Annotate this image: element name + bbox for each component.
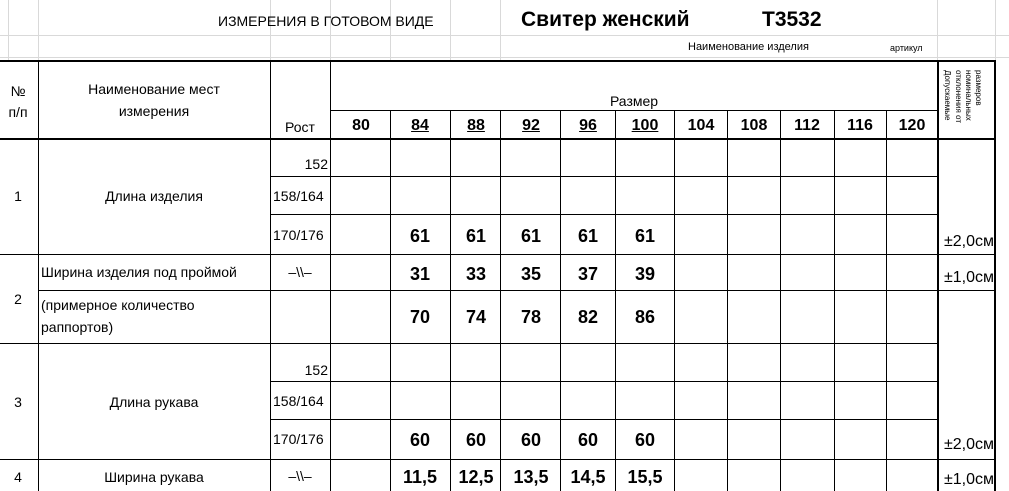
row-name-note: (примерное количество [41, 297, 195, 313]
table-line [270, 419, 938, 420]
tolerance-value: ±2,0см [944, 233, 995, 250]
table-line [38, 60, 39, 491]
grid-line [450, 0, 451, 60]
table-line [674, 110, 675, 491]
grid-line [0, 57, 1009, 58]
product-name: Свитер женский [521, 8, 690, 31]
height-value: 158/164 [273, 393, 324, 409]
table-line [560, 110, 561, 491]
measure-value: 78 [520, 307, 542, 327]
product-caption: Наименование изделия [688, 41, 809, 53]
table-line [390, 110, 391, 491]
measure-value: 60 [409, 430, 431, 450]
table-line [615, 110, 616, 491]
row-number: 2 [14, 291, 22, 307]
table-line [330, 110, 938, 111]
page-title: ИЗМЕРЕНИЯ В ГОТОВОМ ВИДЕ [218, 13, 434, 29]
table-line [886, 110, 887, 491]
measure-value: 61 [465, 226, 487, 246]
grid-line [270, 0, 271, 60]
measure-value: 60 [520, 430, 542, 450]
table-line [0, 459, 995, 460]
measure-value: 70 [409, 307, 431, 327]
measure-value: 14,5 [570, 467, 606, 487]
measure-value: 11,5 [402, 467, 438, 487]
measure-value: 61 [577, 226, 599, 246]
measure-value: 33 [465, 264, 487, 284]
measure-value: 35 [520, 264, 542, 284]
table-line [450, 110, 451, 491]
tol-header-3: номинальных [964, 70, 973, 121]
size-header: 88 [467, 117, 485, 134]
row-number: 1 [14, 188, 22, 204]
measure-value: 31 [409, 264, 431, 284]
size-header: 92 [522, 117, 540, 134]
size-header: 96 [579, 117, 597, 134]
size-header: 104 [687, 117, 715, 134]
size-header: 116 [847, 117, 873, 134]
measure-value: 39 [634, 264, 656, 284]
table-border [0, 60, 995, 62]
table-line [938, 290, 995, 291]
measure-value: 61 [409, 226, 431, 246]
grid-line [38, 0, 39, 60]
tolerance-value: ±1,0см [944, 471, 995, 488]
size-header: 120 [898, 117, 926, 134]
col-height-header: Рост [285, 119, 315, 135]
grid-line [330, 0, 331, 60]
grid-line [500, 0, 501, 60]
height-value: 158/164 [273, 188, 324, 204]
measure-value: 86 [634, 307, 656, 327]
tol-header-1: Допускаемые [943, 70, 952, 121]
article-number: Т3532 [762, 8, 822, 31]
table-line [780, 110, 781, 491]
article-caption: артикул [890, 43, 923, 53]
table-line [270, 60, 271, 491]
table-line [270, 176, 938, 177]
measure-value: 82 [577, 307, 599, 327]
table-line [500, 110, 501, 491]
row-number: 4 [14, 469, 22, 485]
ditto-mark: –\\– [288, 264, 312, 280]
table-line [270, 381, 938, 382]
col-no-header: № [10, 83, 26, 99]
size-header: 84 [411, 117, 429, 134]
measure-value: 60 [465, 430, 487, 450]
height-value: 152 [304, 362, 328, 378]
row-name: Ширина изделия под проймой [41, 264, 237, 280]
tol-header-4: размеров [974, 70, 983, 106]
grid-line [390, 0, 391, 60]
height-value: 170/176 [273, 431, 324, 447]
size-header: 100 [631, 117, 659, 134]
table-line [937, 60, 939, 491]
table-border [0, 138, 995, 140]
row-name: Ширина рукава [104, 469, 204, 485]
measure-value: 74 [465, 307, 487, 327]
measure-value: 60 [577, 430, 599, 450]
grid-line [0, 35, 1009, 36]
size-header: 80 [352, 117, 370, 134]
row-number: 3 [14, 394, 22, 410]
ditto-mark: –\\– [288, 468, 312, 484]
height-value: 170/176 [273, 227, 324, 243]
table-line [0, 254, 938, 255]
table-line [38, 290, 938, 291]
grid-line [937, 0, 938, 60]
table-line [938, 254, 995, 255]
height-value: 152 [304, 156, 328, 172]
col-no-header-2: п/п [8, 104, 28, 120]
measure-value: 61 [520, 226, 542, 246]
col-size-header: Размер [609, 93, 659, 109]
row-name: Длина изделия [105, 188, 203, 204]
table-line [834, 110, 835, 491]
col-name-header: Наименование мест [88, 81, 220, 97]
row-name: Длина рукава [109, 394, 199, 410]
table-line [0, 343, 938, 344]
measure-value: 37 [577, 264, 599, 284]
row-name-note: раппортов) [41, 319, 114, 335]
tolerance-value: ±1,0см [944, 269, 995, 286]
grid-line [8, 0, 9, 60]
tol-header-2: отклонения от [954, 70, 963, 123]
col-name-header-2: измерения [118, 103, 190, 119]
table-line [994, 60, 996, 491]
measure-value: 13,5 [513, 467, 549, 487]
table-line [270, 214, 938, 215]
measure-value: 60 [634, 430, 656, 450]
measure-value: 15,5 [627, 467, 663, 487]
tolerance-value: ±2,0см [944, 436, 995, 453]
size-header: 112 [794, 117, 820, 134]
measure-value: 12,5 [458, 467, 494, 487]
table-line [727, 110, 728, 491]
table-line [330, 60, 331, 491]
size-header: 108 [740, 117, 768, 134]
measure-value: 61 [634, 226, 656, 246]
